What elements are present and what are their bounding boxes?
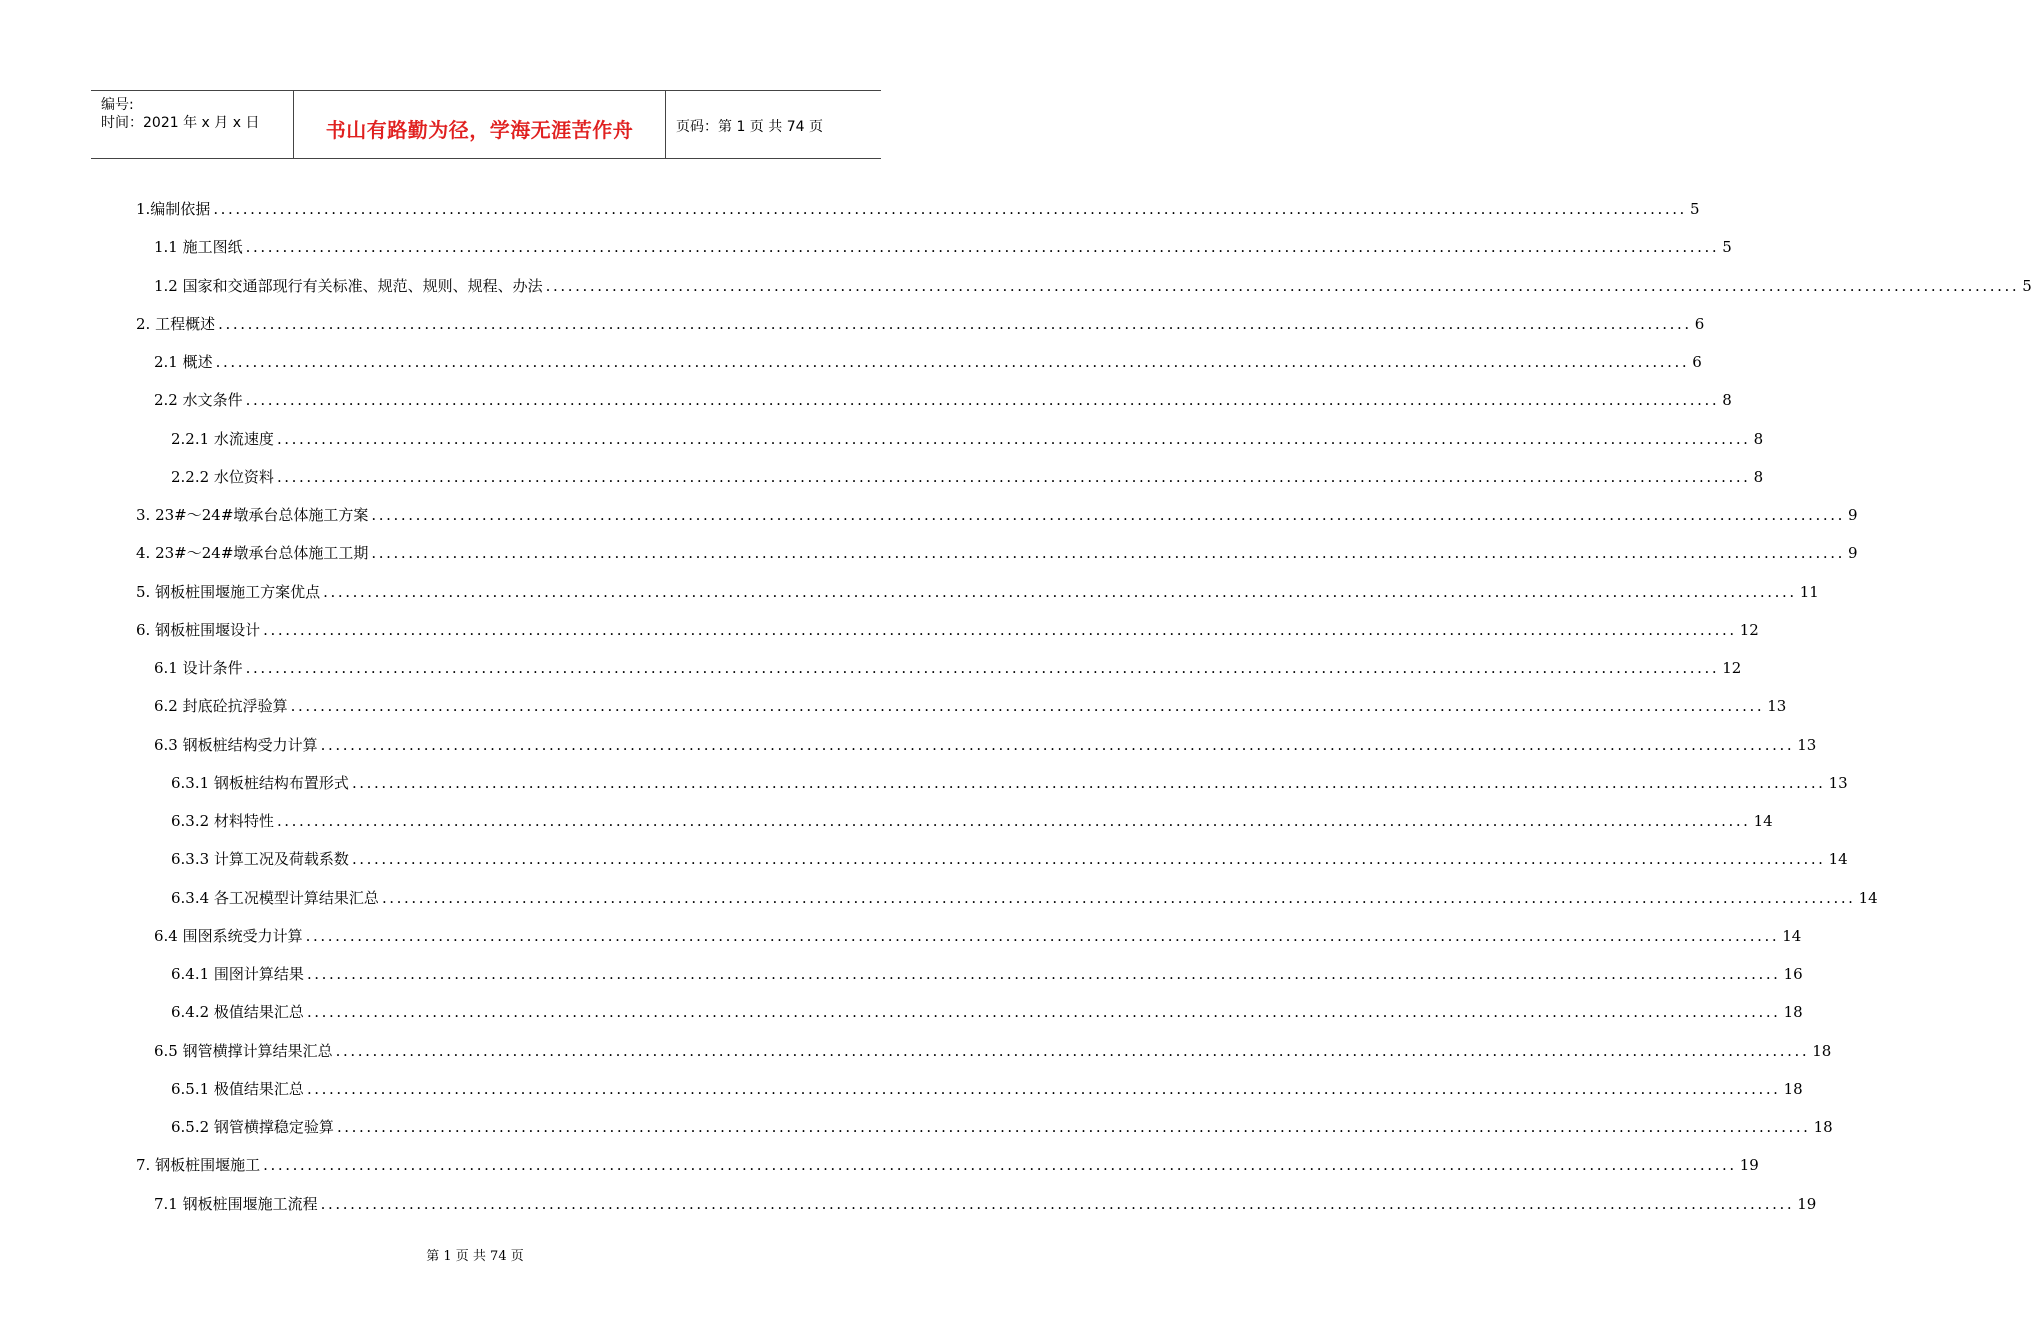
toc-entry[interactable] <box>171 807 1773 831</box>
toc-entry[interactable] <box>154 692 1787 716</box>
toc-leader-dots: ........................................................................................................................................................................................................ <box>263 620 1737 639</box>
time-label: 时间：2021 年 x 月 x 日 <box>101 115 260 131</box>
toc-entry-page: 5 <box>2022 276 2032 295</box>
toc-entry[interactable] <box>154 233 1732 257</box>
toc-entry-title: 6.3.4 各工况模型计算结果汇总 <box>171 888 379 907</box>
toc-entry-page: 14 <box>1753 812 1773 830</box>
toc-leader-dots: ........................................................................................................................................................................................................ <box>320 735 1795 754</box>
toc-entry[interactable] <box>154 654 1742 678</box>
toc-entry-title: 6.3 钢板桩结构受力计算 <box>154 735 318 754</box>
toc-entry-page: 9 <box>1848 506 1858 524</box>
toc-entry-title: 2. 工程概述 <box>136 314 216 333</box>
toc-entry[interactable] <box>136 195 1700 219</box>
toc-entry-page: 11 <box>1799 582 1819 601</box>
toc-entry-page: 18 <box>1783 1003 1803 1022</box>
toc-entry-title: 6.3.1 钢板桩结构布置形式 <box>171 773 349 792</box>
toc-entry-title: 2.1 概述 <box>154 353 213 371</box>
toc-entry-page: 9 <box>1848 544 1858 563</box>
toc-entry-page: 16 <box>1783 965 1803 983</box>
toc-entry-title: 2.2.2 水位资料 <box>171 467 274 486</box>
toc-entry-title: 6.5.2 钢管横撑稳定验算 <box>171 1118 334 1136</box>
toc-leader-dots: ........................................................................................................................................................................................................ <box>215 353 1690 371</box>
toc-leader-dots: ........................................................................................................................................................................................................ <box>276 429 1751 448</box>
toc-entry-page: 8 <box>1753 467 1764 486</box>
toc-entry[interactable] <box>136 310 1705 334</box>
toc-entry[interactable] <box>171 425 1764 449</box>
toc-entry-page: 18 <box>1812 1041 1832 1060</box>
toc-leader-dots: ........................................................................................................................................................................................................ <box>351 773 1826 792</box>
toc-leader-dots: ........................................................................................................................................................................................................ <box>335 1041 1810 1060</box>
header-page-cell <box>666 91 881 158</box>
toc-entry-title: 6.5.1 极值结果汇总 <box>171 1079 304 1098</box>
toc-entry[interactable] <box>154 348 1702 372</box>
toc-entry[interactable] <box>171 998 1803 1022</box>
toc-entry-title: 6. 钢板桩围堰设计 <box>136 620 261 639</box>
toc-entry-title: 2.2 水文条件 <box>154 391 243 410</box>
toc-entry-page: 19 <box>1739 1156 1759 1175</box>
toc-entry[interactable] <box>136 616 1759 640</box>
toc-leader-dots: ........................................................................................................................................................................................................ <box>381 888 1856 907</box>
toc-entry[interactable] <box>171 769 1848 793</box>
toc-entry-page: 6 <box>1694 314 1705 333</box>
toc-entry-page: 8 <box>1722 391 1732 410</box>
toc-entry-page: 5 <box>1722 238 1732 257</box>
toc-leader-dots: ........................................................................................................................................................................................................ <box>263 1156 1737 1175</box>
toc-entry-title: 6.4 围囹系统受力计算 <box>154 926 303 945</box>
toc-entry[interactable] <box>136 539 1858 563</box>
toc-leader-dots: ........................................................................................................................................................................................................ <box>336 1118 1811 1136</box>
toc-entry[interactable] <box>154 731 1817 755</box>
toc-entry-page: 18 <box>1783 1079 1803 1098</box>
toc-entry-title: 7. 钢板桩围堰施工 <box>136 1156 261 1175</box>
toc-entry-page: 13 <box>1797 735 1817 754</box>
toc-leader-dots: ........................................................................................................................................................................................................ <box>218 314 1692 333</box>
toc-leader-dots: ........................................................................................................................................................................................................ <box>276 467 1751 486</box>
toc-entry-page: 14 <box>1782 926 1802 945</box>
toc-entry[interactable] <box>154 272 2032 296</box>
toc-entry-page: 14 <box>1858 888 1878 907</box>
toc-entry-page: 12 <box>1739 620 1759 639</box>
toc-leader-dots: ........................................................................................................................................................................................................ <box>245 659 1720 677</box>
toc-entry-page: 18 <box>1813 1118 1833 1136</box>
toc-leader-dots: ........................................................................................................................................................................................................ <box>320 1194 1795 1213</box>
toc-entry-title: 6.5 钢管横撑计算结果汇总 <box>154 1041 333 1060</box>
toc-leader-dots: ........................................................................................................................................................................................................ <box>306 1079 1781 1098</box>
motto-text: 书山有路勤为径，学海无涯苦作舟 <box>325 118 634 142</box>
toc-leader-dots: ........................................................................................................................................................................................................ <box>371 544 1846 563</box>
toc-entry[interactable] <box>171 884 1878 908</box>
toc-leader-dots: ........................................................................................................................................................................................................ <box>305 926 1780 945</box>
toc-leader-dots: ........................................................................................................................................................................................................ <box>351 850 1826 869</box>
toc-entry-title: 4. 23#～24#墩承台总体施工工期 <box>136 544 369 563</box>
toc-leader-dots: ........................................................................................................................................................................................................ <box>290 697 1765 716</box>
toc-entry[interactable] <box>154 1190 1817 1214</box>
toc-entry[interactable] <box>154 386 1732 410</box>
toc-entry[interactable] <box>171 1113 1833 1137</box>
toc-entry-title: 1.编制依据 <box>136 200 211 218</box>
toc-entry[interactable] <box>136 578 1819 602</box>
toc-entry-page: 6 <box>1692 353 1702 371</box>
page-footer: 第 1 页 共 74 页 <box>426 1249 524 1264</box>
toc-entry[interactable] <box>154 1037 1832 1061</box>
toc-entry[interactable] <box>136 1151 1759 1175</box>
toc-leader-dots: ........................................................................................................................................................................................................ <box>306 965 1781 983</box>
toc-entry-page: 5 <box>1689 200 1700 218</box>
header-info-cell <box>91 91 294 158</box>
document-header <box>91 90 881 159</box>
toc-leader-dots: ........................................................................................................................................................................................................ <box>371 506 1846 524</box>
toc-entry[interactable] <box>171 1075 1803 1099</box>
header-motto-cell <box>294 91 666 158</box>
toc-leader-dots: ........................................................................................................................................................................................................ <box>323 582 1797 601</box>
header-page-label: 页码：第 1 页 共 74 页 <box>676 119 823 135</box>
toc-entry-page: 13 <box>1767 697 1787 716</box>
toc-entry[interactable] <box>136 501 1858 525</box>
toc-entry-page: 8 <box>1753 429 1764 448</box>
toc-entry-title: 6.4.2 极值结果汇总 <box>171 1003 304 1022</box>
toc-entry-title: 5. 钢板桩围堰施工方案优点 <box>136 582 321 601</box>
toc-leader-dots: ........................................................................................................................................................................................................ <box>245 391 1720 410</box>
toc-entry-page: 12 <box>1722 659 1742 677</box>
toc-leader-dots: ........................................................................................................................................................................................................ <box>545 276 2020 295</box>
toc-entry-page: 19 <box>1797 1194 1817 1213</box>
toc-entry-title: 2.2.1 水流速度 <box>171 429 274 448</box>
toc-entry-title: 6.3.2 材料特性 <box>171 812 274 830</box>
toc-entry-title: 6.4.1 围囹计算结果 <box>171 965 304 983</box>
toc-entry-page: 13 <box>1828 773 1848 792</box>
toc-entry[interactable] <box>171 845 1848 869</box>
toc-leader-dots: ........................................................................................................................................................................................................ <box>213 200 1687 218</box>
toc-entry-title: 1.2 国家和交通部现行有关标准、规范、规则、规程、办法 <box>154 276 543 295</box>
toc-entry[interactable] <box>171 463 1764 487</box>
toc-leader-dots: ........................................................................................................................................................................................................ <box>276 812 1751 830</box>
toc-entry[interactable] <box>171 960 1803 984</box>
code-label: 编号: <box>101 97 134 113</box>
toc-leader-dots: ........................................................................................................................................................................................................ <box>306 1003 1781 1022</box>
toc-entry-title: 7.1 钢板桩围堰施工流程 <box>154 1194 318 1213</box>
toc-entry-title: 6.2 封底砼抗浮验算 <box>154 697 288 716</box>
toc-entry-title: 3. 23#～24#墩承台总体施工方案 <box>136 506 369 524</box>
toc-entry-page: 14 <box>1828 850 1848 869</box>
toc-entry-title: 1.1 施工图纸 <box>154 238 243 257</box>
toc-entry[interactable] <box>154 922 1802 946</box>
toc-entry-title: 6.3.3 计算工况及荷载系数 <box>171 850 349 869</box>
toc-leader-dots: ........................................................................................................................................................................................................ <box>245 238 1720 257</box>
toc-entry-title: 6.1 设计条件 <box>154 659 243 677</box>
